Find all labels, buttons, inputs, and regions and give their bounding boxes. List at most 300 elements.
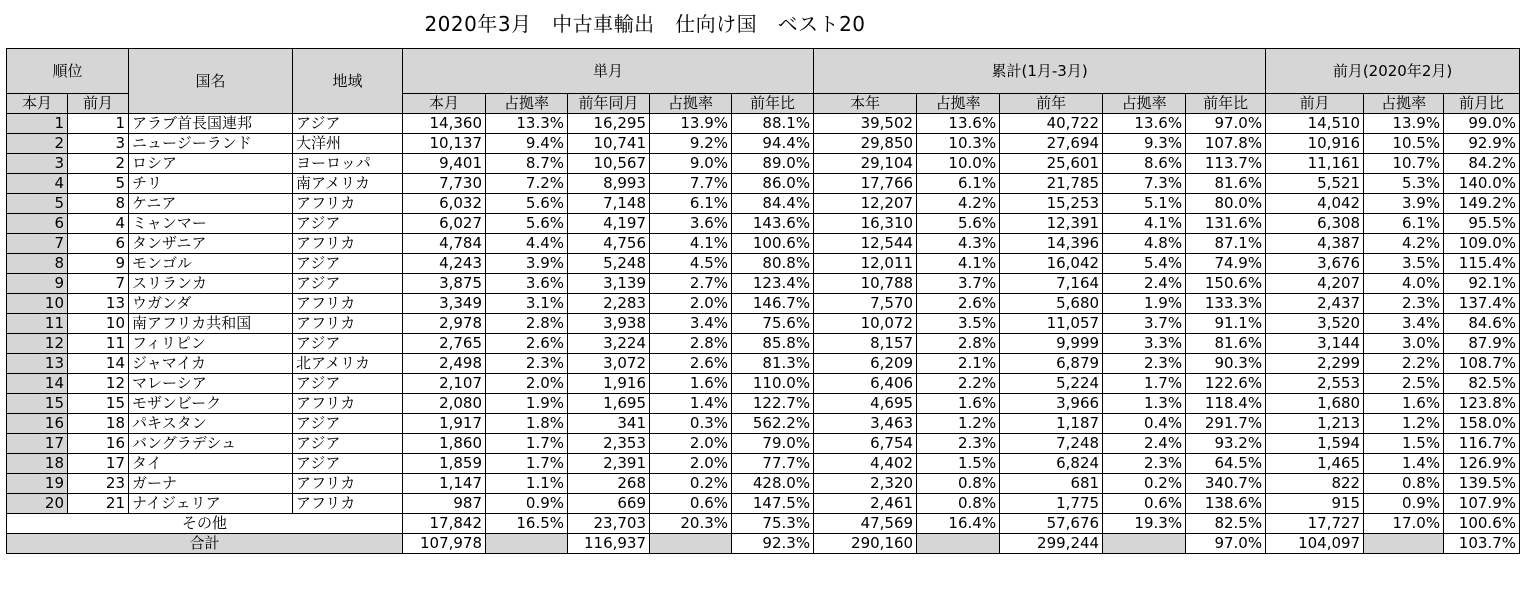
value-cell: 2.8% <box>486 314 568 334</box>
value-cell: 4,756 <box>568 234 650 254</box>
value-cell: 1,465 <box>1266 454 1364 474</box>
value-cell: 2,461 <box>814 494 917 514</box>
value-cell: 3.1% <box>486 294 568 314</box>
rank-current: 8 <box>7 254 68 274</box>
value-cell: 87.1% <box>1186 234 1266 254</box>
other-cell: 17,727 <box>1266 514 1364 534</box>
value-cell: 1.6% <box>1364 394 1444 414</box>
value-cell: 0.8% <box>917 474 1000 494</box>
value-cell: 1.5% <box>917 454 1000 474</box>
total-cell: 104,097 <box>1266 534 1364 554</box>
total-cell: 299,244 <box>1000 534 1103 554</box>
value-cell: 4.5% <box>650 254 732 274</box>
value-cell: 2,107 <box>403 374 486 394</box>
value-cell: 1.5% <box>1364 434 1444 454</box>
value-cell: 1,917 <box>403 414 486 434</box>
value-cell: 4,042 <box>1266 194 1364 214</box>
value-cell: 14,360 <box>403 114 486 134</box>
value-cell: 291.7% <box>1186 414 1266 434</box>
value-cell: 0.9% <box>486 494 568 514</box>
rank-current: 1 <box>7 114 68 134</box>
header-col: 前年比 <box>1186 94 1266 114</box>
total-cell-empty <box>1103 534 1186 554</box>
other-cell: 82.5% <box>1186 514 1266 534</box>
value-cell: 4,243 <box>403 254 486 274</box>
value-cell: 7,730 <box>403 174 486 194</box>
value-cell: 92.9% <box>1444 134 1520 154</box>
value-cell: 137.4% <box>1444 294 1520 314</box>
header-region: 地域 <box>293 49 403 114</box>
table-row <box>7 234 1520 254</box>
value-cell: 4.1% <box>917 254 1000 274</box>
value-cell: 6,032 <box>403 194 486 214</box>
value-cell: 122.6% <box>1186 374 1266 394</box>
value-cell: 13.9% <box>1364 114 1444 134</box>
header-col: 占拠率 <box>650 94 732 114</box>
rank-previous: 1 <box>68 114 129 134</box>
rank-current: 12 <box>7 334 68 354</box>
value-cell: 7,164 <box>1000 274 1103 294</box>
value-cell: 4.2% <box>1364 234 1444 254</box>
region-name: 北アメリカ <box>293 354 403 374</box>
region-name: アジア <box>293 434 403 454</box>
region-name: アジア <box>293 214 403 234</box>
value-cell: 2.0% <box>650 434 732 454</box>
value-cell: 3.7% <box>1103 314 1186 334</box>
value-cell: 14,510 <box>1266 114 1364 134</box>
total-cell-empty <box>1364 534 1444 554</box>
rank-previous: 13 <box>68 294 129 314</box>
value-cell: 3.6% <box>650 214 732 234</box>
table-row <box>7 254 1520 274</box>
value-cell: 4.3% <box>917 234 1000 254</box>
value-cell: 1.6% <box>917 394 1000 414</box>
value-cell: 77.7% <box>732 454 814 474</box>
country-name: パキスタン <box>129 414 293 434</box>
value-cell: 9.4% <box>486 134 568 154</box>
value-cell: 0.8% <box>1364 474 1444 494</box>
value-cell: 123.8% <box>1444 394 1520 414</box>
value-cell: 116.7% <box>1444 434 1520 454</box>
rank-current: 18 <box>7 454 68 474</box>
export-ranking-table <box>6 48 1520 554</box>
value-cell: 122.7% <box>732 394 814 414</box>
value-cell: 6.1% <box>1364 214 1444 234</box>
country-name: ガーナ <box>129 474 293 494</box>
value-cell: 1,187 <box>1000 414 1103 434</box>
value-cell: 13.3% <box>486 114 568 134</box>
value-cell: 3,463 <box>814 414 917 434</box>
value-cell: 2.8% <box>917 334 1000 354</box>
value-cell: 84.2% <box>1444 154 1520 174</box>
value-cell: 80.0% <box>1186 194 1266 214</box>
value-cell: 0.8% <box>917 494 1000 514</box>
region-name: アジア <box>293 414 403 434</box>
value-cell: 146.7% <box>732 294 814 314</box>
value-cell: 2,978 <box>403 314 486 334</box>
value-cell: 3.4% <box>650 314 732 334</box>
value-cell: 93.2% <box>1186 434 1266 454</box>
total-cell: 107,978 <box>403 534 486 554</box>
value-cell: 12,011 <box>814 254 917 274</box>
rank-previous: 12 <box>68 374 129 394</box>
value-cell: 100.6% <box>732 234 814 254</box>
value-cell: 99.0% <box>1444 114 1520 134</box>
rank-current: 20 <box>7 494 68 514</box>
value-cell: 10.3% <box>917 134 1000 154</box>
value-cell: 149.2% <box>1444 194 1520 214</box>
value-cell: 139.5% <box>1444 474 1520 494</box>
value-cell: 118.4% <box>1186 394 1266 414</box>
value-cell: 8.7% <box>486 154 568 174</box>
value-cell: 3.5% <box>1364 254 1444 274</box>
region-name: アフリカ <box>293 294 403 314</box>
table-row <box>7 314 1520 334</box>
value-cell: 3.5% <box>917 314 1000 334</box>
value-cell: 29,850 <box>814 134 917 154</box>
value-cell: 8,157 <box>814 334 917 354</box>
value-cell: 107.8% <box>1186 134 1266 154</box>
header-col: 前月 <box>1266 94 1364 114</box>
value-cell: 2.1% <box>917 354 1000 374</box>
value-cell: 2,765 <box>403 334 486 354</box>
value-cell: 29,104 <box>814 154 917 174</box>
value-cell: 2.0% <box>650 454 732 474</box>
value-cell: 5.1% <box>1103 194 1186 214</box>
header-col: 占拠率 <box>1103 94 1186 114</box>
value-cell: 2.3% <box>1103 354 1186 374</box>
table-row <box>7 474 1520 494</box>
value-cell: 3,676 <box>1266 254 1364 274</box>
region-name: アジア <box>293 254 403 274</box>
value-cell: 17,766 <box>814 174 917 194</box>
value-cell: 681 <box>1000 474 1103 494</box>
value-cell: 2,391 <box>568 454 650 474</box>
rank-current: 9 <box>7 274 68 294</box>
value-cell: 84.6% <box>1444 314 1520 334</box>
value-cell: 987 <box>403 494 486 514</box>
country-name: ケニア <box>129 194 293 214</box>
value-cell: 2.7% <box>650 274 732 294</box>
value-cell: 6,879 <box>1000 354 1103 374</box>
value-cell: 140.0% <box>1444 174 1520 194</box>
value-cell: 3.9% <box>1364 194 1444 214</box>
value-cell: 16,310 <box>814 214 917 234</box>
header-col: 占拠率 <box>917 94 1000 114</box>
total-cell: 116,937 <box>568 534 650 554</box>
region-name: アジア <box>293 374 403 394</box>
value-cell: 81.6% <box>1186 174 1266 194</box>
value-cell: 12,544 <box>814 234 917 254</box>
value-cell: 3,520 <box>1266 314 1364 334</box>
value-cell: 340.7% <box>1186 474 1266 494</box>
rank-previous: 7 <box>68 274 129 294</box>
page-title: 2020年3月 中古車輸出 仕向け国 ベスト20 <box>424 12 866 36</box>
value-cell: 0.4% <box>1103 414 1186 434</box>
value-cell: 91.1% <box>1186 314 1266 334</box>
value-cell: 341 <box>568 414 650 434</box>
header-prev-month: 前月(2020年2月) <box>1266 49 1520 94</box>
header-rank-current: 本月 <box>7 94 68 114</box>
value-cell: 2.0% <box>486 374 568 394</box>
value-cell: 80.8% <box>732 254 814 274</box>
table-row <box>7 374 1520 394</box>
value-cell: 2,283 <box>568 294 650 314</box>
value-cell: 3,224 <box>568 334 650 354</box>
header-col: 占拠率 <box>486 94 568 114</box>
rank-current: 16 <box>7 414 68 434</box>
value-cell: 4,784 <box>403 234 486 254</box>
table-row <box>7 134 1520 154</box>
value-cell: 2,437 <box>1266 294 1364 314</box>
value-cell: 1,860 <box>403 434 486 454</box>
total-cell-empty <box>917 534 1000 554</box>
value-cell: 6.1% <box>917 174 1000 194</box>
country-name: ナイジェリア <box>129 494 293 514</box>
other-cell: 47,569 <box>814 514 917 534</box>
value-cell: 0.2% <box>650 474 732 494</box>
value-cell: 428.0% <box>732 474 814 494</box>
value-cell: 3.9% <box>486 254 568 274</box>
header-single-month: 単月 <box>403 49 814 94</box>
value-cell: 74.9% <box>1186 254 1266 274</box>
header-col: 本年 <box>814 94 917 114</box>
header-col: 前月比 <box>1444 94 1520 114</box>
value-cell: 16,295 <box>568 114 650 134</box>
value-cell: 6,308 <box>1266 214 1364 234</box>
value-cell: 16,042 <box>1000 254 1103 274</box>
rank-previous: 8 <box>68 194 129 214</box>
value-cell: 3,349 <box>403 294 486 314</box>
value-cell: 5.6% <box>486 214 568 234</box>
rank-current: 17 <box>7 434 68 454</box>
value-cell: 10,567 <box>568 154 650 174</box>
region-name: 南アメリカ <box>293 174 403 194</box>
value-cell: 13.6% <box>917 114 1000 134</box>
total-cell: 97.0% <box>1186 534 1266 554</box>
table-row <box>7 274 1520 294</box>
total-cell: 290,160 <box>814 534 917 554</box>
value-cell: 1,147 <box>403 474 486 494</box>
value-cell: 5.6% <box>917 214 1000 234</box>
value-cell: 88.1% <box>732 114 814 134</box>
value-cell: 7.7% <box>650 174 732 194</box>
value-cell: 1,680 <box>1266 394 1364 414</box>
value-cell: 9,401 <box>403 154 486 174</box>
value-cell: 0.2% <box>1103 474 1186 494</box>
value-cell: 3.7% <box>917 274 1000 294</box>
value-cell: 1.8% <box>486 414 568 434</box>
value-cell: 94.4% <box>732 134 814 154</box>
value-cell: 6,824 <box>1000 454 1103 474</box>
value-cell: 143.6% <box>732 214 814 234</box>
value-cell: 1.1% <box>486 474 568 494</box>
table-row <box>7 294 1520 314</box>
value-cell: 4,695 <box>814 394 917 414</box>
value-cell: 10,916 <box>1266 134 1364 154</box>
value-cell: 2,299 <box>1266 354 1364 374</box>
table-row <box>7 394 1520 414</box>
value-cell: 2.4% <box>1103 274 1186 294</box>
rank-current: 4 <box>7 174 68 194</box>
header-col: 前年同月 <box>568 94 650 114</box>
value-cell: 3.6% <box>486 274 568 294</box>
rank-previous: 23 <box>68 474 129 494</box>
value-cell: 4.4% <box>486 234 568 254</box>
value-cell: 6,754 <box>814 434 917 454</box>
other-cell: 20.3% <box>650 514 732 534</box>
value-cell: 131.6% <box>1186 214 1266 234</box>
value-cell: 4.1% <box>1103 214 1186 234</box>
value-cell: 9.2% <box>650 134 732 154</box>
value-cell: 21,785 <box>1000 174 1103 194</box>
value-cell: 15,253 <box>1000 194 1103 214</box>
rank-previous: 16 <box>68 434 129 454</box>
value-cell: 1.7% <box>486 454 568 474</box>
region-name: アフリカ <box>293 194 403 214</box>
value-cell: 107.9% <box>1444 494 1520 514</box>
value-cell: 3,875 <box>403 274 486 294</box>
value-cell: 2.4% <box>1103 434 1186 454</box>
table-row <box>7 334 1520 354</box>
rank-previous: 6 <box>68 234 129 254</box>
value-cell: 0.9% <box>1364 494 1444 514</box>
value-cell: 2.6% <box>486 334 568 354</box>
value-cell: 108.7% <box>1444 354 1520 374</box>
total-cell-empty <box>486 534 568 554</box>
value-cell: 13.6% <box>1103 114 1186 134</box>
value-cell: 1.9% <box>486 394 568 414</box>
value-cell: 9.0% <box>650 154 732 174</box>
value-cell: 4,402 <box>814 454 917 474</box>
value-cell: 5,521 <box>1266 174 1364 194</box>
other-cell: 16.5% <box>486 514 568 534</box>
region-name: アジア <box>293 274 403 294</box>
value-cell: 3,072 <box>568 354 650 374</box>
value-cell: 4,387 <box>1266 234 1364 254</box>
value-cell: 3.0% <box>1364 334 1444 354</box>
table-row <box>7 214 1520 234</box>
value-cell: 7,148 <box>568 194 650 214</box>
other-cell: 23,703 <box>568 514 650 534</box>
rank-current: 3 <box>7 154 68 174</box>
value-cell: 147.5% <box>732 494 814 514</box>
value-cell: 5,224 <box>1000 374 1103 394</box>
value-cell: 1.9% <box>1103 294 1186 314</box>
region-name: 大洋州 <box>293 134 403 154</box>
value-cell: 6.1% <box>650 194 732 214</box>
value-cell: 27,694 <box>1000 134 1103 154</box>
value-cell: 1,695 <box>568 394 650 414</box>
value-cell: 79.0% <box>732 434 814 454</box>
region-name: アフリカ <box>293 234 403 254</box>
value-cell: 9,999 <box>1000 334 1103 354</box>
value-cell: 5.6% <box>486 194 568 214</box>
rank-current: 11 <box>7 314 68 334</box>
rank-current: 5 <box>7 194 68 214</box>
value-cell: 2.6% <box>917 294 1000 314</box>
value-cell: 10.7% <box>1364 154 1444 174</box>
value-cell: 109.0% <box>1444 234 1520 254</box>
country-name: 南アフリカ共和国 <box>129 314 293 334</box>
region-name: アフリカ <box>293 494 403 514</box>
value-cell: 81.6% <box>1186 334 1266 354</box>
value-cell: 6,027 <box>403 214 486 234</box>
value-cell: 82.5% <box>1444 374 1520 394</box>
value-cell: 1,916 <box>568 374 650 394</box>
value-cell: 0.6% <box>650 494 732 514</box>
value-cell: 7,248 <box>1000 434 1103 454</box>
value-cell: 2.5% <box>1364 374 1444 394</box>
value-cell: 1.4% <box>1364 454 1444 474</box>
value-cell: 2.3% <box>1103 454 1186 474</box>
value-cell: 150.6% <box>1186 274 1266 294</box>
region-name: アジア <box>293 114 403 134</box>
value-cell: 90.3% <box>1186 354 1266 374</box>
value-cell: 7,570 <box>814 294 917 314</box>
value-cell: 12,391 <box>1000 214 1103 234</box>
value-cell: 110.0% <box>732 374 814 394</box>
value-cell: 3,938 <box>568 314 650 334</box>
value-cell: 85.8% <box>732 334 814 354</box>
value-cell: 2,353 <box>568 434 650 454</box>
value-cell: 2.3% <box>486 354 568 374</box>
country-name: フィリピン <box>129 334 293 354</box>
rank-previous: 10 <box>68 314 129 334</box>
region-name: アフリカ <box>293 394 403 414</box>
rank-previous: 17 <box>68 454 129 474</box>
rank-current: 13 <box>7 354 68 374</box>
rank-previous: 9 <box>68 254 129 274</box>
header-col: 前年 <box>1000 94 1103 114</box>
value-cell: 822 <box>1266 474 1364 494</box>
value-cell: 1.7% <box>1103 374 1186 394</box>
value-cell: 3.3% <box>1103 334 1186 354</box>
value-cell: 115.4% <box>1444 254 1520 274</box>
other-cell: 17,842 <box>403 514 486 534</box>
country-name: スリランカ <box>129 274 293 294</box>
other-cell: 100.6% <box>1444 514 1520 534</box>
value-cell: 10,137 <box>403 134 486 154</box>
value-cell: 2.6% <box>650 354 732 374</box>
value-cell: 562.2% <box>732 414 814 434</box>
header-rank: 順位 <box>7 49 129 94</box>
value-cell: 75.6% <box>732 314 814 334</box>
value-cell: 2.0% <box>650 294 732 314</box>
country-name: アラブ首長国連邦 <box>129 114 293 134</box>
value-cell: 915 <box>1266 494 1364 514</box>
other-label: その他 <box>7 514 403 534</box>
value-cell: 2.8% <box>650 334 732 354</box>
rank-previous: 14 <box>68 354 129 374</box>
value-cell: 4,197 <box>568 214 650 234</box>
region-name: アフリカ <box>293 474 403 494</box>
table-row <box>7 354 1520 374</box>
value-cell: 5,680 <box>1000 294 1103 314</box>
value-cell: 7.3% <box>1103 174 1186 194</box>
value-cell: 84.4% <box>732 194 814 214</box>
value-cell: 3,139 <box>568 274 650 294</box>
value-cell: 92.1% <box>1444 274 1520 294</box>
other-cell: 16.4% <box>917 514 1000 534</box>
header-col: 前年比 <box>732 94 814 114</box>
header-col: 占拠率 <box>1364 94 1444 114</box>
value-cell: 123.4% <box>732 274 814 294</box>
country-name: チリ <box>129 174 293 194</box>
value-cell: 1,594 <box>1266 434 1364 454</box>
header-col: 本月 <box>403 94 486 114</box>
value-cell: 2.3% <box>1364 294 1444 314</box>
